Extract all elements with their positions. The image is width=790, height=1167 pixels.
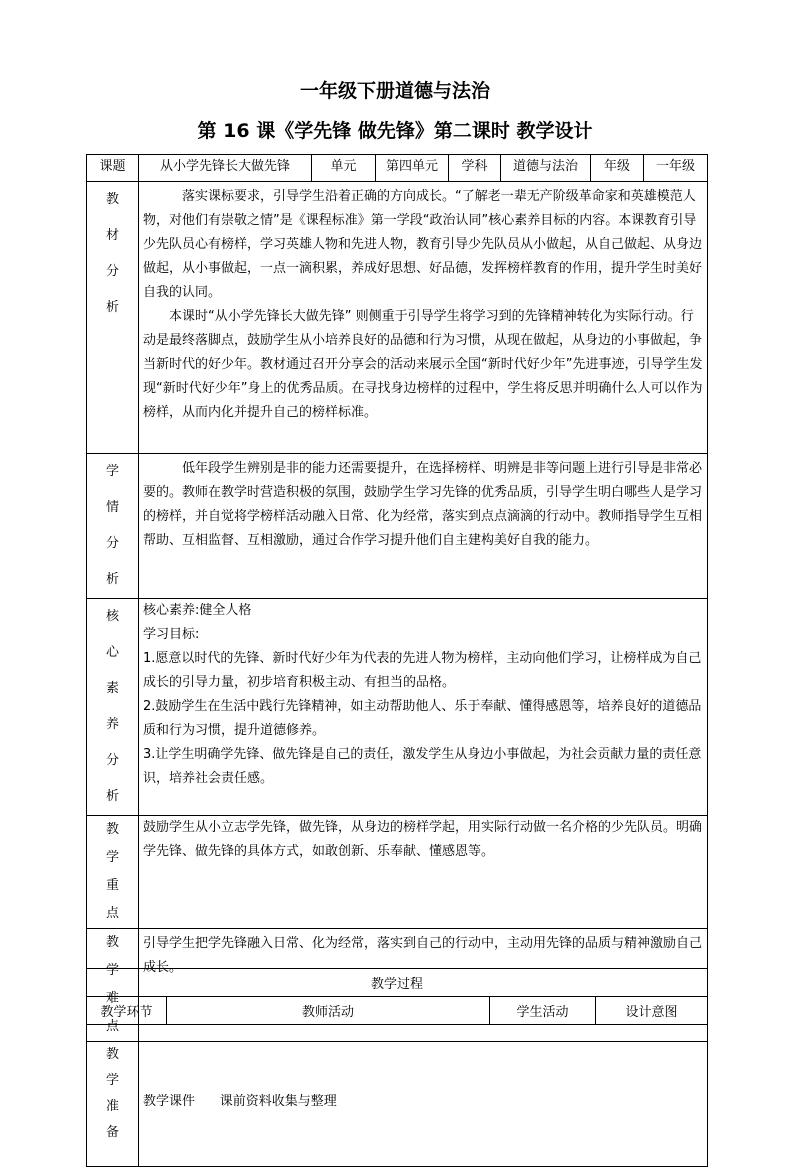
- material-paragraph-2: 本课时“从小学先锋长大做先锋” 则侧重于引导学生将学习到的先锋精神转化为实际行动。行动是最终落脚点，鼓励学生从小培养良好的品德和行为习惯，从现在做起，从身边的小事做起，争当新时代的好少年。教材通过召开分享会的活动来展示全国“新时代好少年”先进事迹，引导学生发现“新时代好少年”身上的优秀品质。在寻找身边榜样的过程中，学生将反思并明确什么人可以作为榜样，从而内化并提升自己的榜样标准。: [143, 309, 703, 420]
- key-point-label: 教 学 重 点: [87, 816, 139, 929]
- lesson-subtitle: 第 16 课《学先锋 做先锋》第二课时 教学设计: [197, 120, 593, 142]
- learner-analysis-content: [139, 454, 708, 599]
- learning-goal-2: 2.鼓励学生在生活中践行先锋精神，如主动帮助他人、乐于奉献、懂得感恩等，培养良好的道德品质和行为习惯，提升道德修养。: [143, 699, 702, 738]
- core-literacy-content: [139, 599, 708, 816]
- core-literacy-line: 核心素养:健全人格: [143, 603, 252, 618]
- grade-label: 年级: [591, 155, 644, 182]
- unit-label: 单元: [312, 155, 376, 182]
- process-col-stage: 教学环节: [87, 997, 167, 1025]
- material-analysis-label: 教 材 分 析: [87, 182, 139, 454]
- process-col-student: 学生活动: [490, 997, 596, 1025]
- key-point-row: [87, 816, 708, 929]
- learner-analysis-row: [87, 454, 708, 599]
- grade-value: 一年级: [644, 155, 708, 182]
- preparation-text: 教学课件 课前资料收集与整理: [143, 1094, 337, 1109]
- preparation-row: [87, 1042, 708, 1167]
- process-col-teacher: 教师活动: [167, 997, 490, 1025]
- topic-label: 课题: [87, 155, 139, 182]
- learning-goal-1: 1.愿意以时代的先锋、新时代好少年为代表的先进人物为榜样，主动向他们学习，让榜样成为自己成长的引导力量，初步培育积极主动、有担当的品格。: [143, 651, 702, 690]
- page-title: 一年级下册道德与法治: [299, 80, 490, 102]
- learning-goal-3: 3.让学生明确学先锋、做先锋是自己的责任，激发学生从身边小事做起，为社会贡献力量的责任意识，培养社会责任感。: [143, 747, 702, 786]
- process-columns-row: [87, 997, 708, 1025]
- subject-value: 道德与法治: [501, 155, 591, 182]
- material-analysis-row: [87, 182, 708, 454]
- material-analysis-content: [139, 182, 708, 454]
- preparation-content: [139, 1042, 708, 1167]
- header-row: [87, 155, 708, 182]
- difficult-point-label: 教 学 难 点: [87, 929, 139, 1042]
- difficult-point-text: 引导学生把学先锋融入日常、化为经常，落实到自己的行动中，主动用先锋的品质与精神激励自己成长。: [143, 936, 703, 975]
- teaching-process-table: [86, 968, 708, 1025]
- topic-value: 从小学先锋长大做先锋: [139, 155, 312, 182]
- core-literacy-label: 核 心 素 养 分 析: [87, 599, 139, 816]
- key-point-text: 鼓励学生从小立志学先锋，做先锋，从身边的榜样学起，用实际行动做一名介格的少先队员。明确学先锋、做先锋的具体方式，如敢创新、乐奉献、懂感恩等。: [143, 820, 703, 859]
- learner-analysis-label: 学 情 分 析: [87, 454, 139, 599]
- process-col-intent: 设计意图: [596, 997, 708, 1025]
- core-literacy-row: [87, 599, 708, 816]
- preparation-label: 教 学 准 备: [87, 1042, 139, 1167]
- process-header-row: [87, 969, 708, 997]
- unit-value: 第四单元: [376, 155, 449, 182]
- process-header: 教学过程: [87, 969, 708, 997]
- material-paragraph-1: 落实课标要求，引导学生沿着正确的方向成长。“了解老一辈无产阶级革命家和英雄模范人物，对他们有崇敬之情”是《课程标准》第一学段“政治认同”核心素养目标的内容。本课教育引导少先队员心有榜样，学习英雄人物和先进人物，教育引导少先队员从小做起，从自己做起、从身边做起，从小事做起，一点一滴积累，养成好思想、好品德，发挥榜样教育的作用，提升学生时美好自我的认同。: [143, 189, 703, 300]
- subject-label: 学科: [449, 155, 501, 182]
- learner-paragraph: 低年段学生辨别是非的能力还需要提升，在选择榜样、明辨是非等问题上进行引导是非常必要的。教师在教学时营造积极的氛围，鼓励学生学习先锋的优秀品质，引导学生明白哪些人是学习的榜样，并自觉将学榜样活动融入日常、化为经常，落实到点点滴滴的行动中。教师指导学生互相帮助、互相监督、互相激励，通过合作学习提升他们自主建构美好自我的能力。: [143, 461, 703, 548]
- learning-goals-heading: 学习目标:: [143, 627, 200, 642]
- key-point-content: [139, 816, 708, 929]
